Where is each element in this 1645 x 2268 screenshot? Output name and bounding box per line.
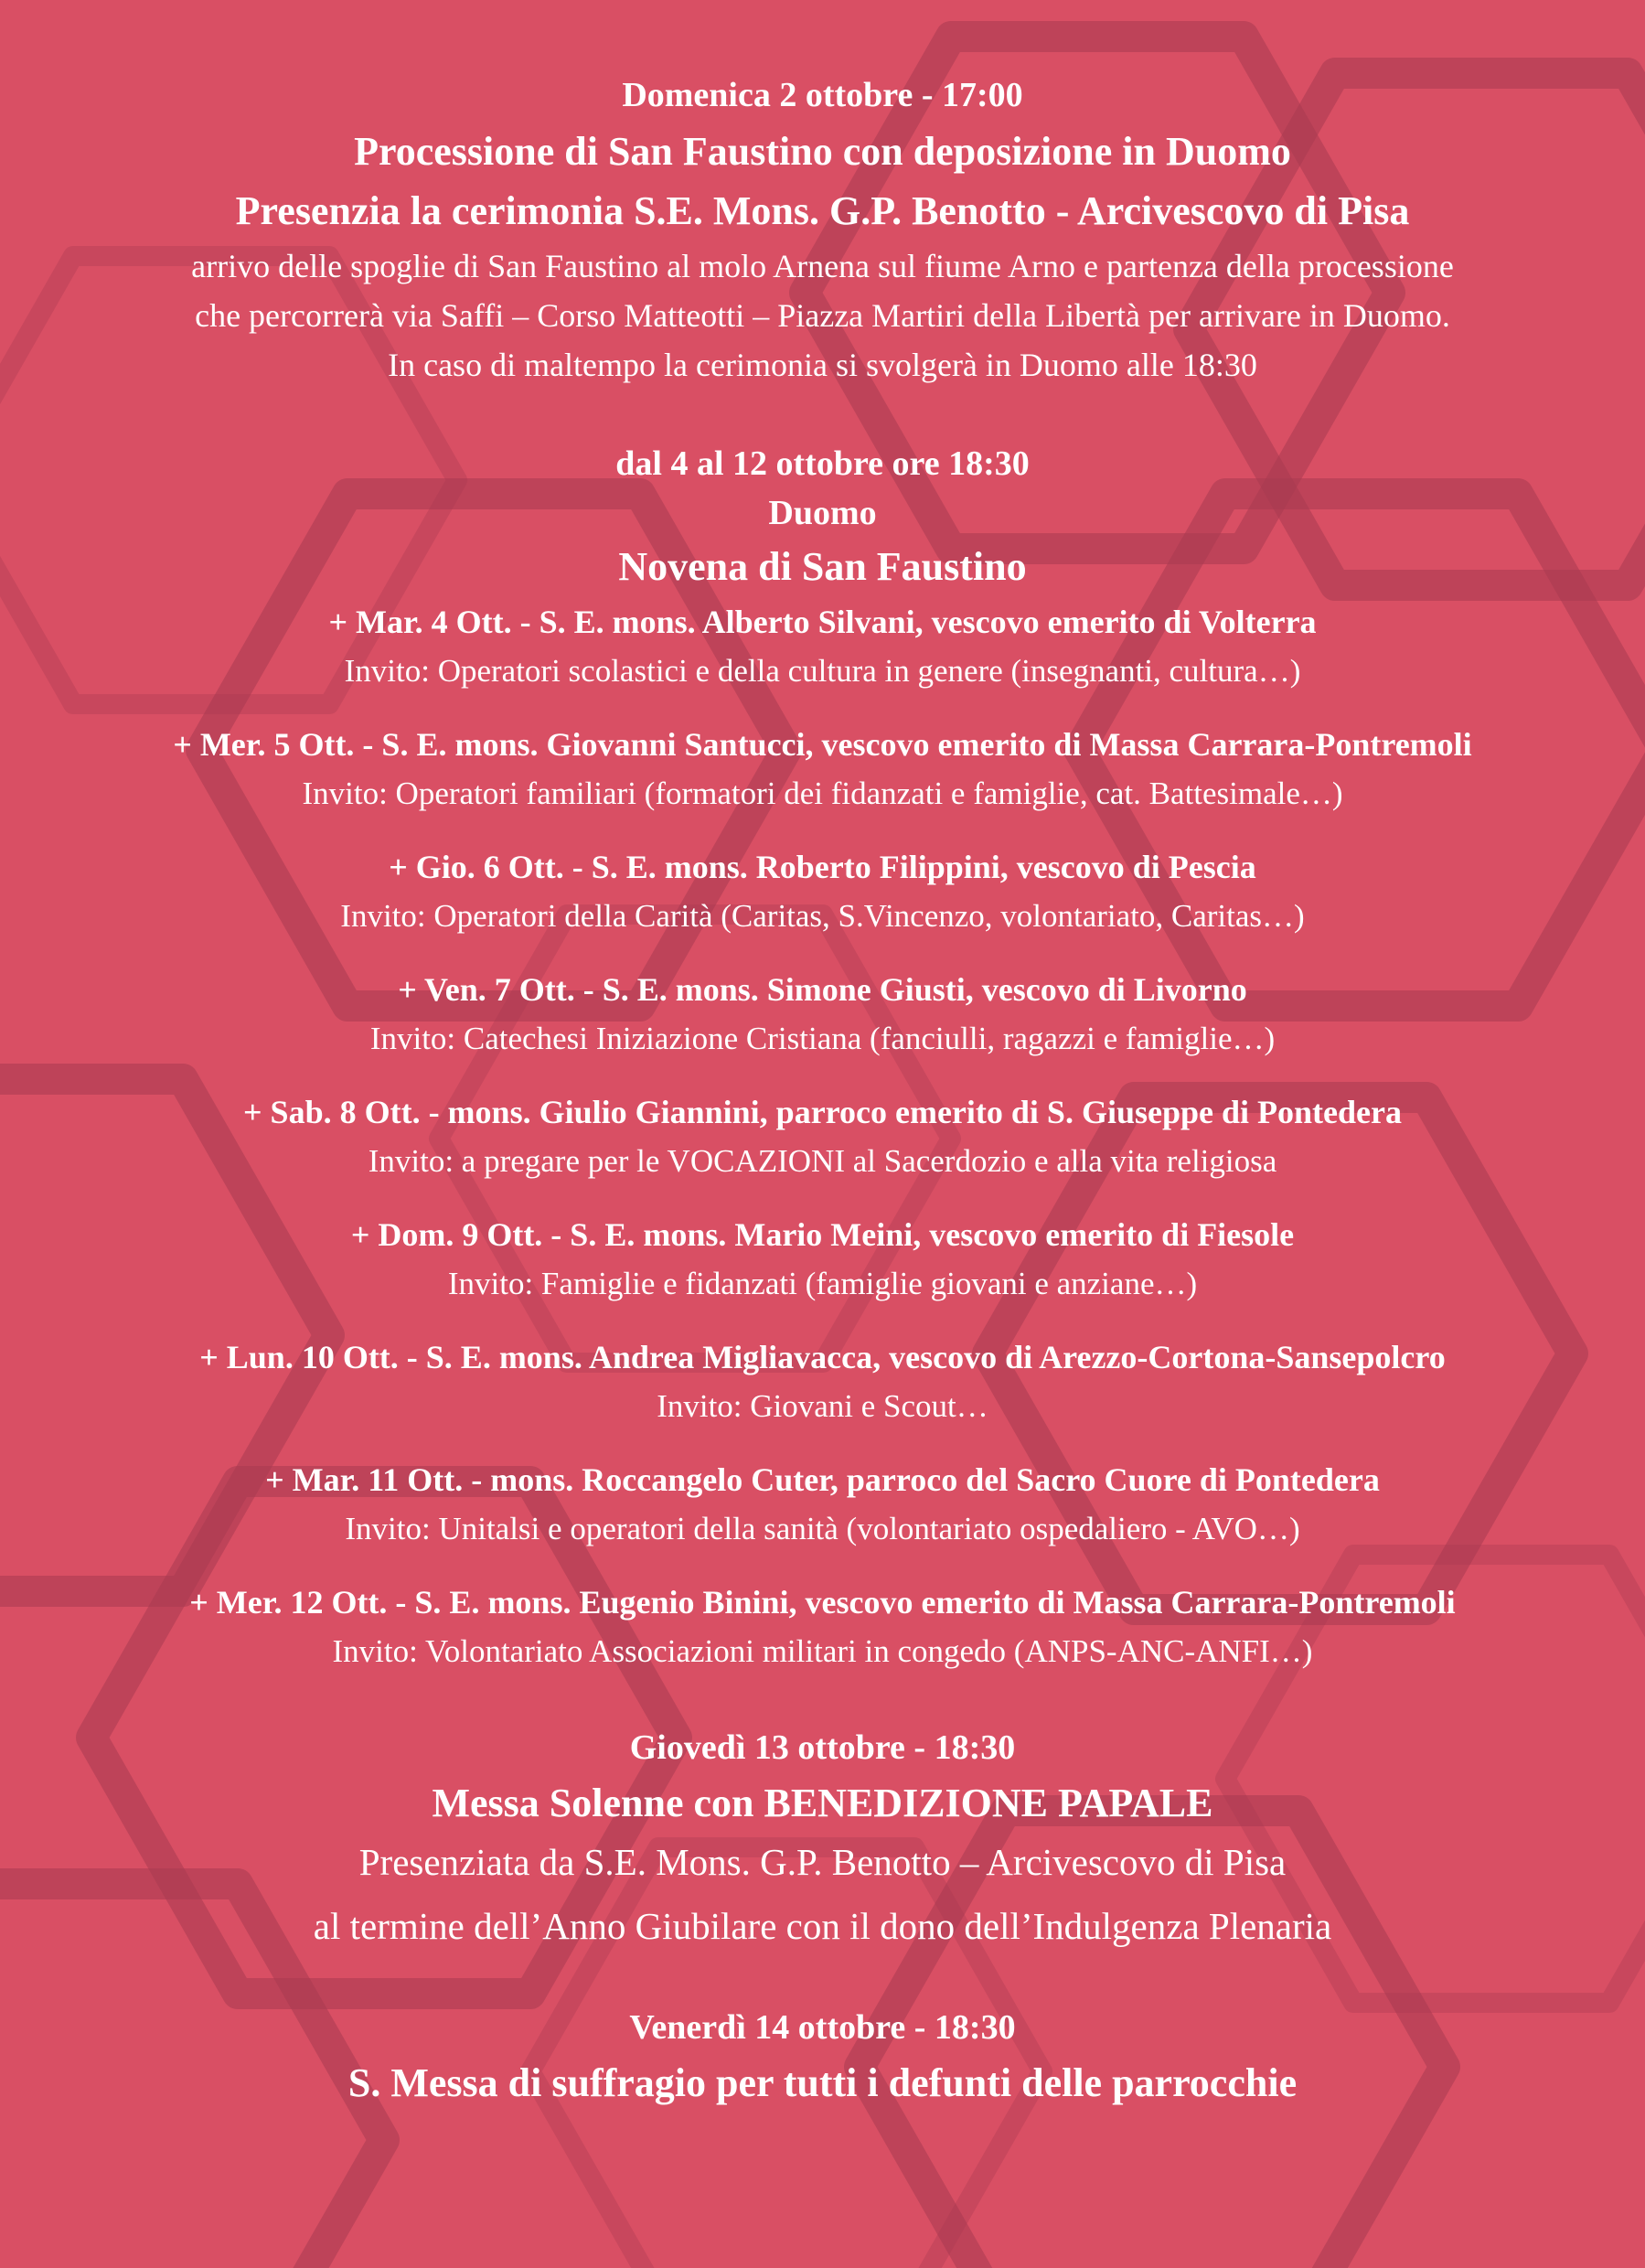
novena-invite: Invito: Operatori della Carità (Caritas, S.Vincenzo, volontariato, Caritas…) <box>340 898 1305 934</box>
novena-place: Duomo <box>768 494 877 532</box>
procession-title: Processione di San Faustino con deposizione in Duomo <box>354 129 1291 174</box>
procession-text-line-1: arrivo delle spoglie di San Faustino al molo Arnena sul fiume Arno e partenza della processione <box>191 248 1454 284</box>
novena-invite: Invito: Unitalsi e operatori della sanità (volontariato ospedaliero - AVO…) <box>345 1511 1300 1546</box>
novena-invite: Invito: Operatori scolastici e della cultura in genere (insegnanti, cultura…) <box>344 653 1301 689</box>
novena-celebrant: + Mar. 11 Ott. - mons. Roccangelo Cuter, parroco del Sacro Cuore di Pontedera <box>265 1461 1380 1498</box>
novena-title: Novena di San Faustino <box>618 544 1027 589</box>
solemn-mass-title: Messa Solenne con BENEDIZIONE PAPALE <box>432 1781 1213 1825</box>
suffrage-mass-date: Venerdì 14 ottobre - 18:30 <box>629 2008 1016 2047</box>
solemn-mass-text-line-2: al termine dell’Anno Giubilare con il dono dell’Indulgenza Plenaria <box>313 1905 1332 1947</box>
procession-presider: Presenzia la cerimonia S.E. Mons. G.P. Benotto - Arcivescovo di Pisa <box>235 188 1410 233</box>
novena-celebrant: + Lun. 10 Ott. - S. E. mons. Andrea Migliavacca, vescovo di Arezzo-Cortona-Sansepolcro <box>199 1339 1446 1375</box>
novena-invite: Invito: Catechesi Iniziazione Cristiana (fanciulli, ragazzi e famiglie…) <box>369 1021 1276 1056</box>
novena-celebrant: + Mer. 5 Ott. - S. E. mons. Giovanni Santucci, vescovo emerito di Massa Carrara-Pontremoli <box>173 726 1472 763</box>
novena-celebrant: + Mar. 4 Ott. - S. E. mons. Alberto Silvani, vescovo emerito di Volterra <box>328 604 1317 640</box>
suffrage-mass-title: S. Messa di suffragio per tutti i defunti delle parrocchie <box>347 2060 1298 2105</box>
novena-invite: Invito: Giovani e Scout… <box>657 1388 988 1424</box>
novena-celebrant: + Dom. 9 Ott. - S. E. mons. Mario Meini, vescovo emerito di Fiesole <box>350 1216 1295 1253</box>
procession-date: Domenica 2 ottobre - 17:00 <box>622 76 1023 114</box>
novena-invite: Invito: Operatori familiari (formatori dei fidanzati e famiglie, cat. Battesimale…) <box>302 776 1343 811</box>
procession-text-line-2: che percorrerà via Saffi – Corso Matteotti – Piazza Martiri della Libertà per arrivare in Duomo. <box>195 297 1450 334</box>
novena-invite: Invito: Volontariato Associazioni militari in congedo (ANPS-ANC-ANFI…) <box>332 1633 1313 1669</box>
novena-celebrant: + Gio. 6 Ott. - S. E. mons. Roberto Filippini, vescovo di Pescia <box>389 849 1256 885</box>
novena-celebrant: + Sab. 8 Ott. - mons. Giulio Giannini, parroco emerito di S. Giuseppe di Pontedera <box>243 1094 1402 1130</box>
solemn-mass-text-line-1: Presenziata da S.E. Mons. G.P. Benotto – Arcivescovo di Pisa <box>358 1841 1287 1883</box>
novena-invite: Invito: a pregare per le VOCAZIONI al Sacerdozio e alla vita religiosa <box>368 1143 1277 1179</box>
novena-celebrant: + Ven. 7 Ott. - S. E. mons. Simone Giusti, vescovo di Livorno <box>398 971 1247 1008</box>
novena-invite: Invito: Famiglie e fidanzati (famiglie giovani e anziane…) <box>447 1266 1198 1301</box>
solemn-mass-date: Giovedì 13 ottobre - 18:30 <box>629 1728 1016 1767</box>
procession-text-line-3: In caso di maltempo la cerimonia si svolgerà in Duomo alle 18:30 <box>388 347 1257 383</box>
novena-date: dal 4 al 12 ottobre ore 18:30 <box>615 444 1030 483</box>
novena-celebrant: + Mer. 12 Ott. - S. E. mons. Eugenio Binini, vescovo emerito di Massa Carrara-Pontremoli <box>189 1584 1456 1621</box>
